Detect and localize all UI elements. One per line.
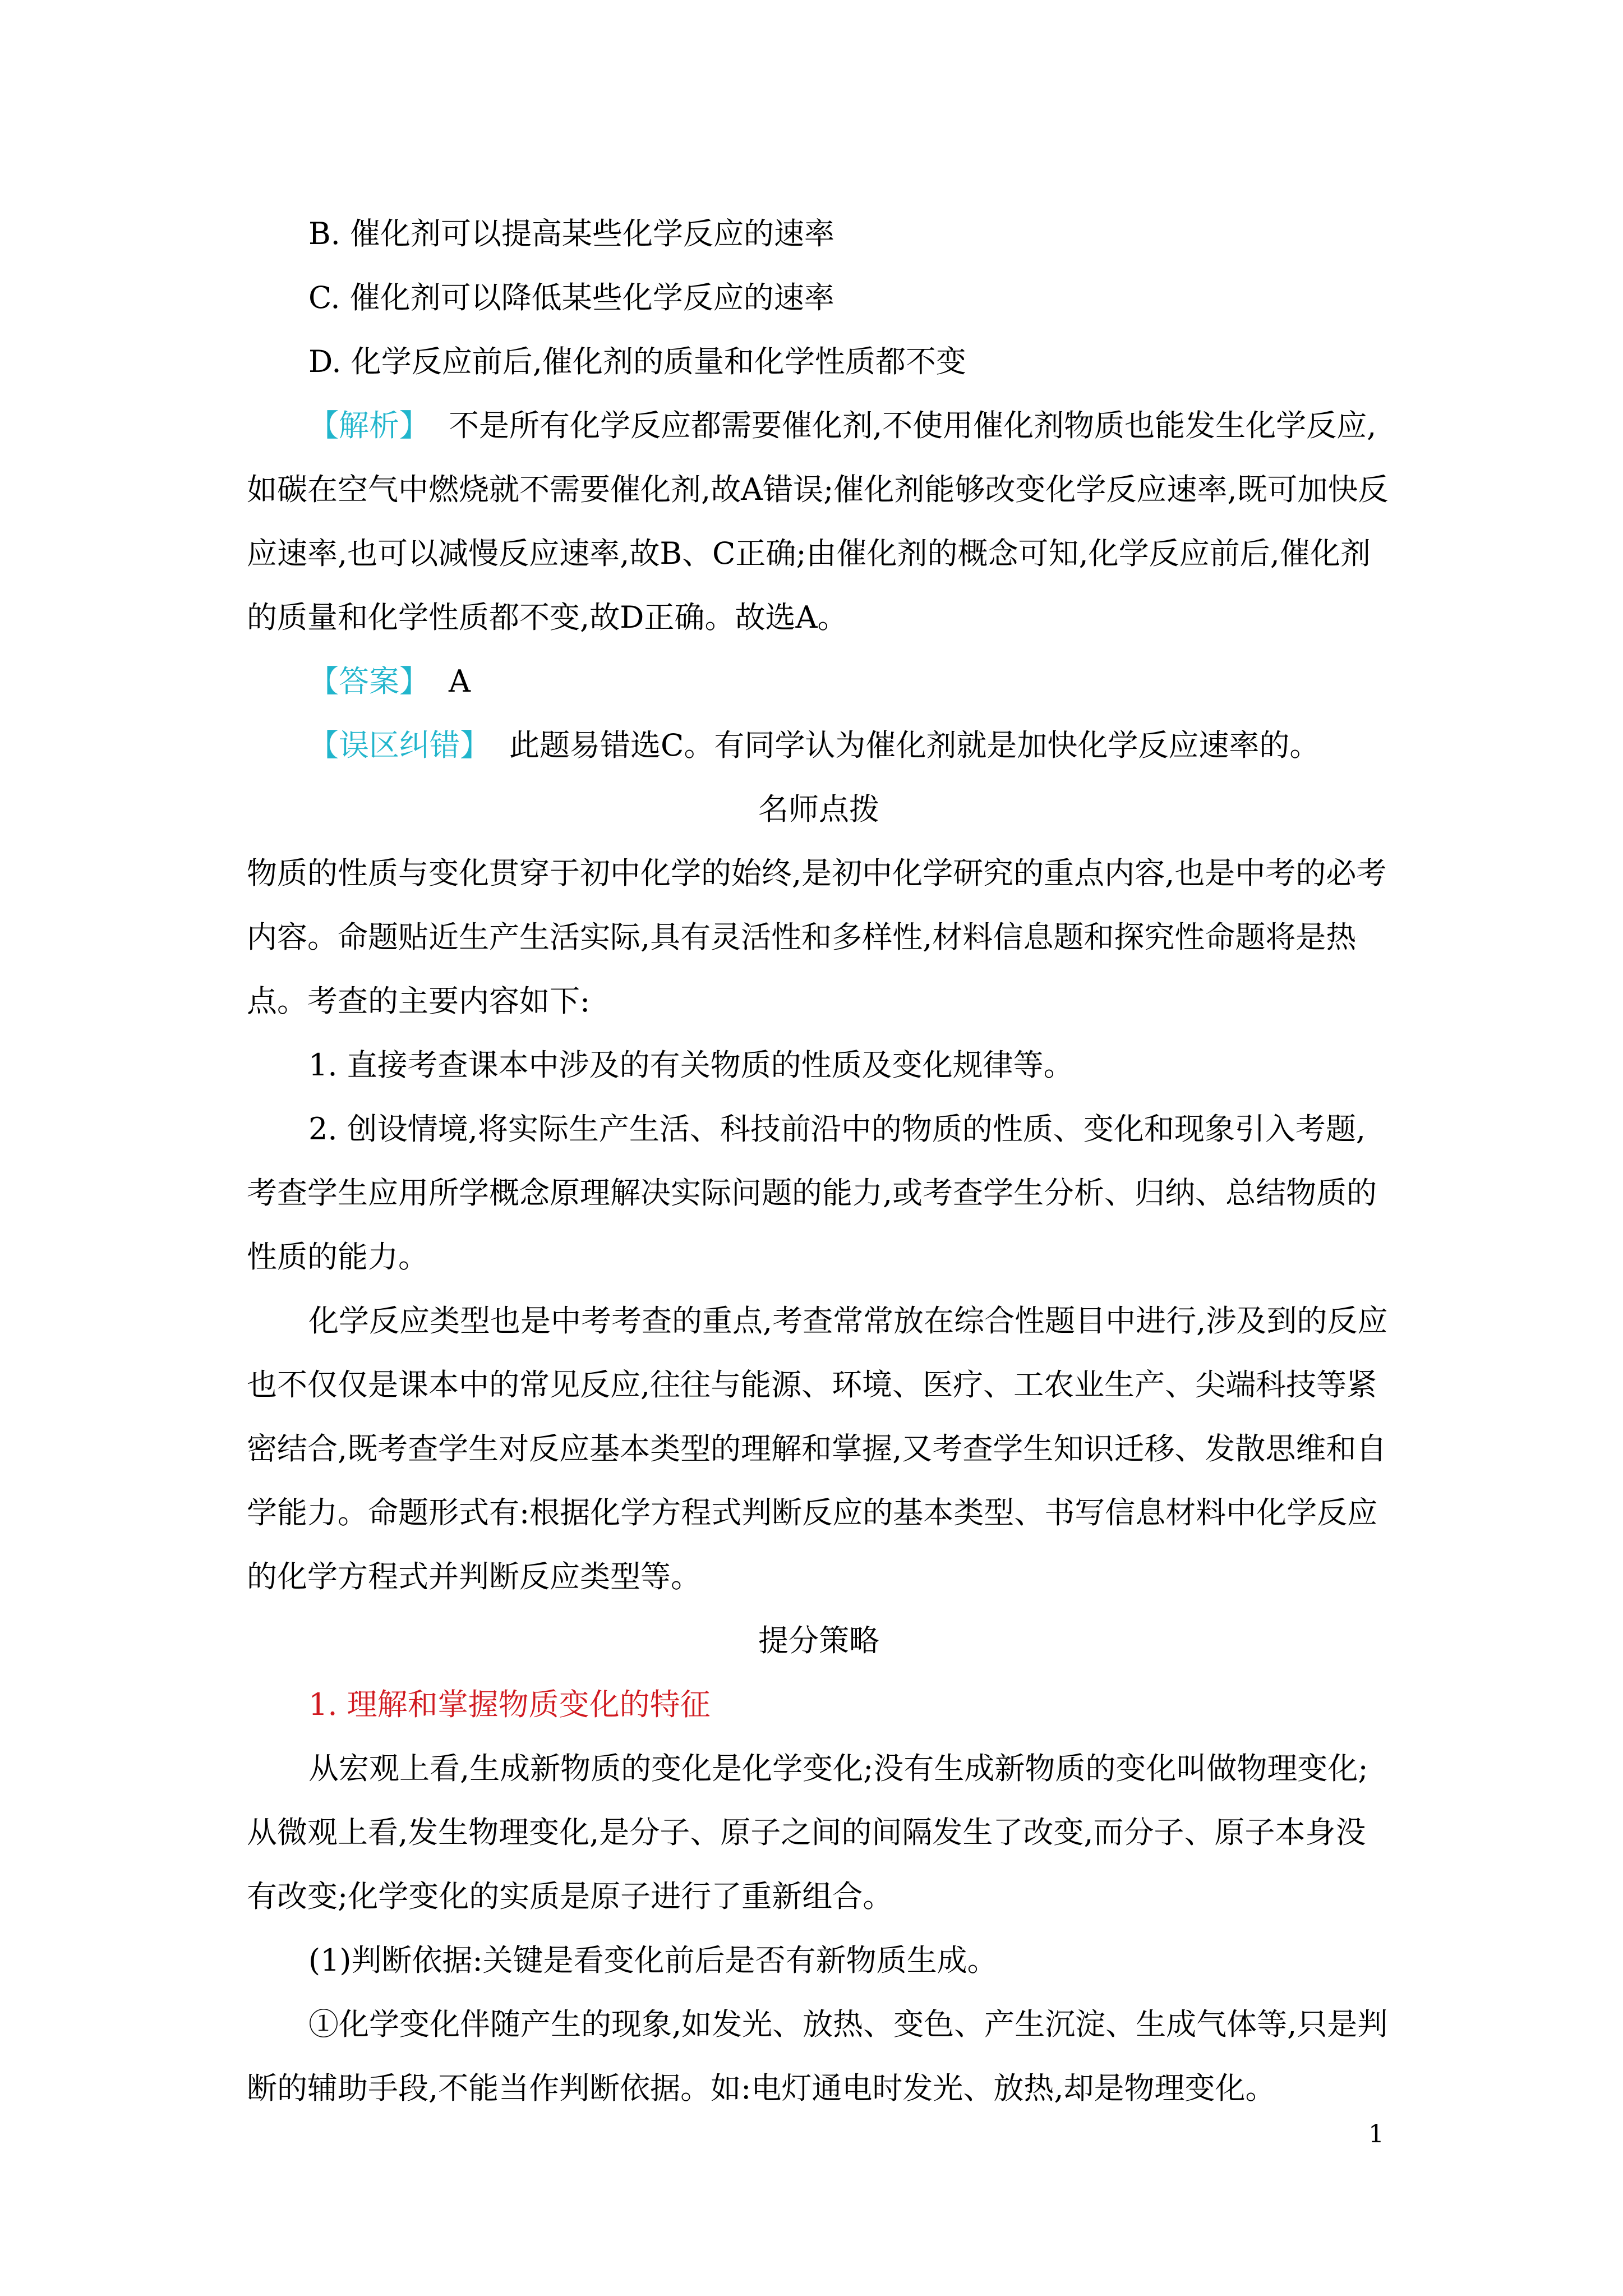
- analysis-tag: 【解析】: [308, 408, 430, 443]
- section1-paragraph: 化学反应类型也是中考考查的重点,考查常常放在综合性题目中进行,涉及到的反应也不仅仅是课本中的常见反应,往往与能源、环境、医疗、工农业生产、尖端科技等紧密结合,既考查学生对反应基本类型的理解和掌握,又考查学生知识迁移、发散思维和自学能力。命题形式有:根据化学方程式判断反应的基本类型、书写信息材料中化学反应的化学方程式并判断反应类型等。: [247, 1303, 1388, 1594]
- option-c: C. 催化剂可以降低某些化学反应的速率: [308, 280, 834, 315]
- page-number: 1: [1368, 2120, 1384, 2148]
- analysis-text: 不是所有化学反应都需要催化剂,不使用催化剂物质也能发生化学反应,如碳在空气中燃烧就不需要催化剂,故A错误;催化剂能够改变化学反应速率,既可加快反应速率,也可以减慢反应速率,故B、C正确;由催化剂的概念可知,化学反应前后,催化剂的质量和化学性质都不变,故D正确。故选A。: [247, 408, 1389, 635]
- strategy-point-2: ①化学变化伴随产生的现象,如发光、放热、变色、产生沉淀、生成气体等,只是判断的辅助手段,不能当作判断依据。如:电灯通电时发光、放热,却是物理变化。: [247, 2007, 1388, 2106]
- option-d: D. 化学反应前后,催化剂的质量和化学性质都不变: [308, 344, 966, 379]
- option-b: B. 催化剂可以提高某些化学反应的速率: [308, 216, 835, 251]
- answer-paragraph: [247, 650, 1391, 714]
- correction-paragraph: [247, 714, 1391, 777]
- section1-item-2: 2. 创设情境,将实际生产生活、科技前沿中的物质的性质、变化和现象引入考题,考查学生应用所学概念原理解决实际问题的能力,或考查学生分析、归纳、总结物质的性质的能力。: [247, 1111, 1377, 1274]
- strategy-heading-1: 1. 理解和掌握物质变化的特征: [308, 1687, 711, 1722]
- strategy-paragraph-1: 从宏观上看,生成新物质的变化是化学变化;没有生成新物质的变化叫做物理变化;从微观上看,发生物理变化,是分子、原子之间的间隔发生了改变,而分子、原子本身没有改变;化学变化的实质是原子进行了重新组合。: [247, 1751, 1368, 1914]
- section1-intro: 物质的性质与变化贯穿于初中化学的始终,是初中化学研究的重点内容,也是中考的必考内容。命题贴近生产生活实际,具有灵活性和多样性,材料信息题和探究性命题将是热点。考查的主要内容如下:: [247, 855, 1387, 1019]
- section1-item-1: 1. 直接考查课本中涉及的有关物质的性质及变化规律等。: [308, 1047, 1074, 1083]
- section-title-tips: 名师点拨: [758, 792, 879, 827]
- page-content: [247, 202, 1391, 2120]
- answer-text: A: [449, 664, 471, 699]
- analysis-paragraph: [247, 394, 1391, 650]
- strategy-point-1: (1)判断依据:关键是看变化前后是否有新物质生成。: [308, 1943, 998, 1978]
- correction-text: 此题易错选C。有同学认为催化剂就是加快化学反应速率的。: [509, 728, 1320, 763]
- section-title-strategy: 提分策略: [758, 1623, 879, 1658]
- correction-tag: 【误区纠错】: [308, 728, 490, 763]
- answer-tag: 【答案】: [308, 664, 430, 699]
